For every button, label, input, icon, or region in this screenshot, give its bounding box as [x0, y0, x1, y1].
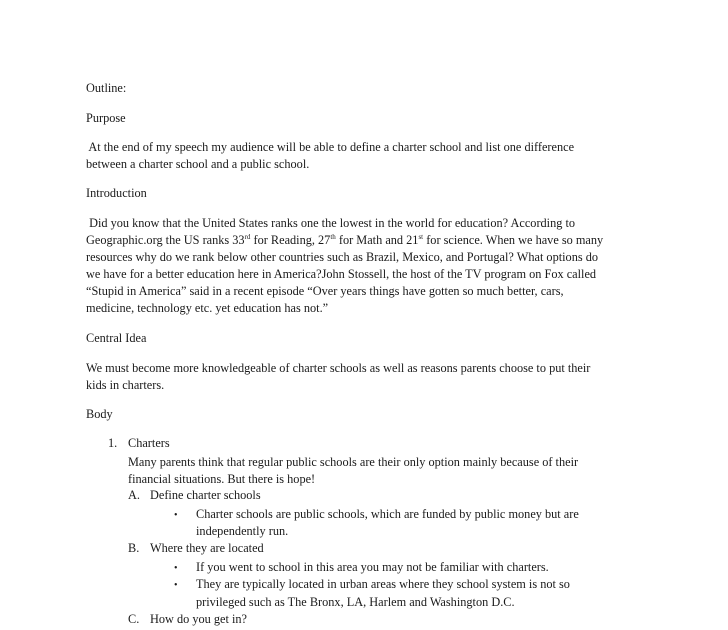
- central-idea-line-1: We must become more knowledgeable of charter schools as well as reasons parents choose to put their: [86, 361, 591, 375]
- ordinal-st: st: [418, 233, 424, 241]
- intro-line2-part-a: Geographic.org the US ranks 33: [86, 233, 245, 247]
- ordinal-rd: rd: [244, 233, 251, 241]
- intro-line2-part-c: for Math and 21: [335, 233, 419, 247]
- sublist-letter-b: B.: [128, 541, 140, 555]
- list-number-1: 1.: [108, 436, 118, 450]
- sublist-letter-a: A.: [128, 488, 140, 502]
- define-charter-title: Define charter schools: [150, 488, 261, 502]
- a-bullet-1-line-1: Charter schools are public schools, which are funded by public money but are: [196, 507, 579, 521]
- charters-title: Charters: [128, 436, 170, 450]
- ordinal-th: th: [330, 233, 336, 241]
- purpose-heading: Purpose: [86, 111, 126, 125]
- a-bullet-1-line-2: independently run.: [196, 524, 289, 538]
- introduction-heading: Introduction: [86, 186, 147, 200]
- introduction-line-1: Did you know that the United States ranks one the lowest in the world for education? According to: [86, 216, 576, 230]
- bullet-icon: •: [174, 510, 178, 521]
- introduction-line-6: medicine, technology etc. yet education has not.”: [86, 301, 329, 315]
- purpose-line-2: between a charter school and a public school.: [86, 157, 310, 171]
- introduction-line-3: resources why do we rank below other countries such as Brazil, Mexico, and Portugal? What options do: [86, 250, 599, 264]
- b-bullet-1: If you went to school in this area you may not be familiar with charters.: [196, 560, 549, 574]
- intro-line2-part-b: for Reading, 27: [250, 233, 331, 247]
- intro-line2-part-d: for science. When we have so many: [423, 233, 604, 247]
- central-idea-heading: Central Idea: [86, 331, 147, 345]
- sublist-letter-c: C.: [128, 612, 140, 626]
- purpose-line-1: At the end of my speech my audience will be able to define a charter school and list one difference: [86, 140, 575, 154]
- introduction-line-4: we have for a better education here in America?John Stossell, the host of the TV program on Fox called: [86, 267, 597, 281]
- central-idea-line-2: kids in charters.: [86, 378, 165, 392]
- charters-line-2: financial situations. But there is hope!: [128, 472, 316, 486]
- bullet-icon: •: [174, 580, 178, 591]
- get-in-title: How do you get in?: [150, 612, 247, 626]
- outline-label: Outline:: [86, 81, 127, 95]
- b-bullet-2-line-2: privileged such as The Bronx, LA, Harlem and Washington D.C.: [196, 595, 515, 609]
- location-title: Where they are located: [150, 541, 264, 555]
- charters-line-1: Many parents think that regular public schools are their only option mainly because of their: [128, 455, 579, 469]
- b-bullet-2-line-1: They are typically located in urban areas where they school system is not so: [196, 577, 570, 591]
- introduction-line-5: “Stupid in America” said in a recent episode “Over years things have gotten so much better, cars,: [86, 284, 564, 298]
- bullet-icon: •: [174, 563, 178, 574]
- introduction-line-2: [86, 232, 603, 249]
- body-heading: Body: [86, 407, 113, 421]
